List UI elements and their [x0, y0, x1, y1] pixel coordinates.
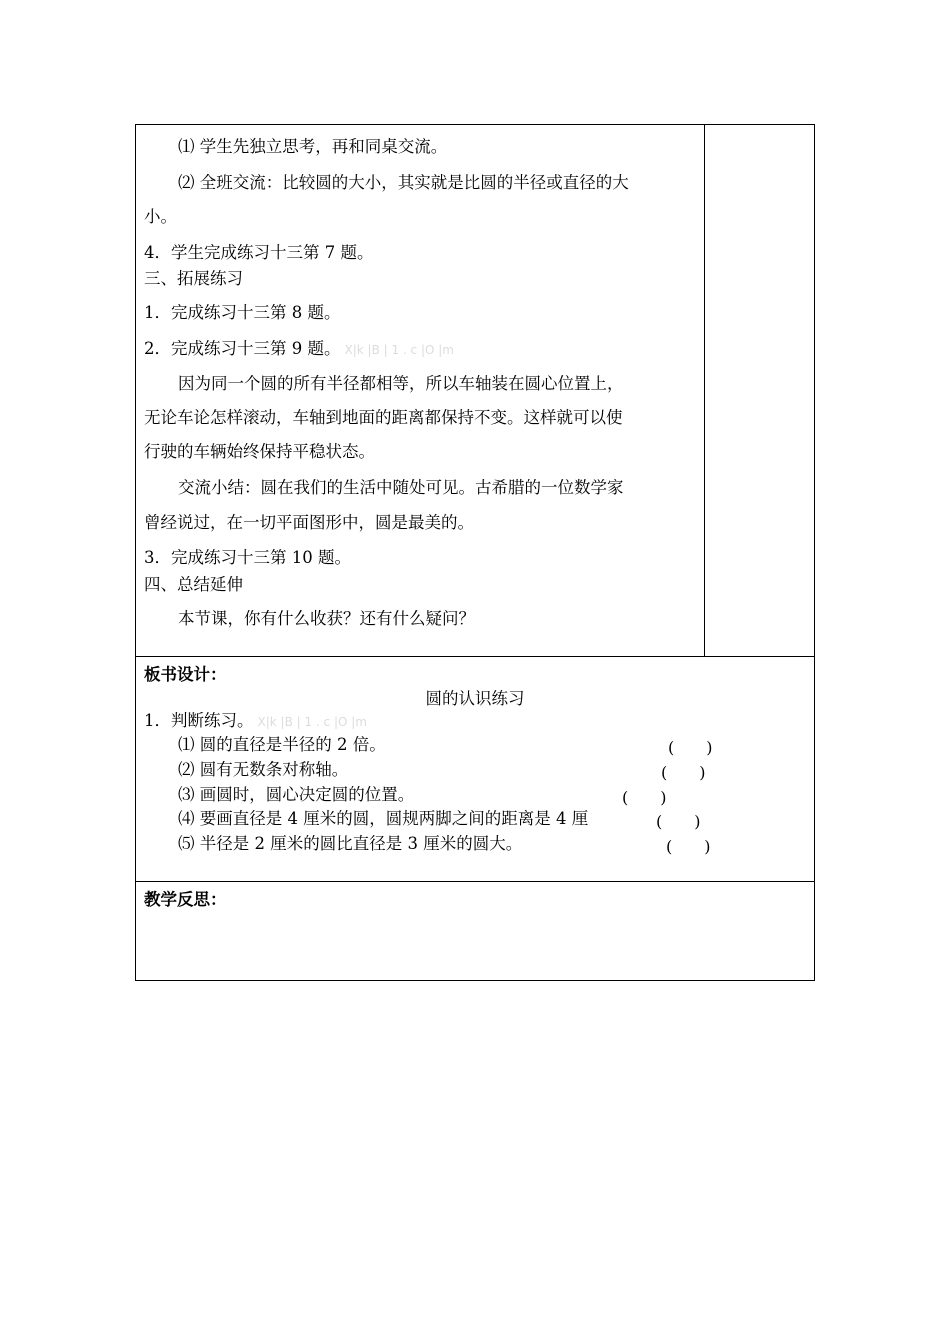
judge-question: ⑷ 要画直径是 4 厘米的圆，圆规两脚之间的距离是 4 厘	[178, 809, 589, 828]
answer-paren: ( )	[666, 837, 711, 856]
judge-question: ⑸ 半径是 2 厘米的圆比直径是 3 厘米的圆大。	[178, 834, 523, 853]
notes-cell	[705, 125, 814, 657]
text-line: 本节课，你有什么收获？还有什么疑问？	[178, 609, 475, 628]
text-line: 4．学生完成练习十三第 7 题。	[144, 243, 374, 262]
lesson-table	[135, 124, 815, 981]
text-line: 行驶的车辆始终保持平稳状态。	[144, 442, 375, 461]
judge-question: ⑴ 圆的直径是半径的 2 倍。	[178, 735, 386, 754]
text-line: ⑵ 全班交流：比较圆的大小，其实就是比圆的半径或直径的大	[178, 173, 629, 192]
judge-question: ⑶ 画圆时，圆心决定圆的位置。	[178, 785, 415, 804]
section-heading: 三、拓展练习	[144, 269, 243, 288]
text-line: 曾经说过，在一切平面图形中，圆是最美的。	[144, 513, 474, 532]
process-cell	[136, 125, 705, 657]
board-item-text: 1．判断练习。	[144, 711, 254, 730]
watermark: X|k |B | 1 . c |O |m	[344, 343, 454, 357]
text-line: 交流小结：圆在我们的生活中随处可见。古希腊的一位数学家	[178, 478, 624, 497]
text-line: 小。	[144, 207, 177, 226]
board-item	[144, 711, 367, 732]
text-line: ⑴ 学生先独立思考，再和同桌交流。	[178, 137, 448, 156]
text-line: 无论车论怎样滚动，车轴到地面的距离都保持不变。这样就可以使	[144, 408, 623, 427]
answer-paren: ( )	[661, 763, 706, 782]
text-line: 因为同一个圆的所有半径都相等，所以车轴装在圆心位置上，	[178, 374, 624, 393]
text-line	[144, 339, 454, 360]
board-title: 圆的认识练习	[425, 689, 525, 708]
answer-paren: ( )	[656, 812, 701, 831]
answer-paren: ( )	[668, 738, 713, 757]
answer-paren: ( )	[622, 788, 667, 807]
reflection-heading: 教学反思：	[144, 890, 227, 909]
text-line-content: 2．完成练习十三第 9 题。	[144, 339, 341, 358]
watermark: X|k |B | 1 . c |O |m	[257, 715, 367, 729]
section-heading: 四、总结延伸	[144, 575, 243, 594]
judge-question: ⑵ 圆有无数条对称轴。	[178, 760, 349, 779]
text-line: 3．完成练习十三第 10 题。	[144, 548, 351, 567]
text-line: 1．完成练习十三第 8 题。	[144, 303, 341, 322]
board-design-cell	[136, 657, 814, 882]
board-heading: 板书设计：	[144, 665, 227, 684]
reflection-cell	[136, 882, 814, 980]
